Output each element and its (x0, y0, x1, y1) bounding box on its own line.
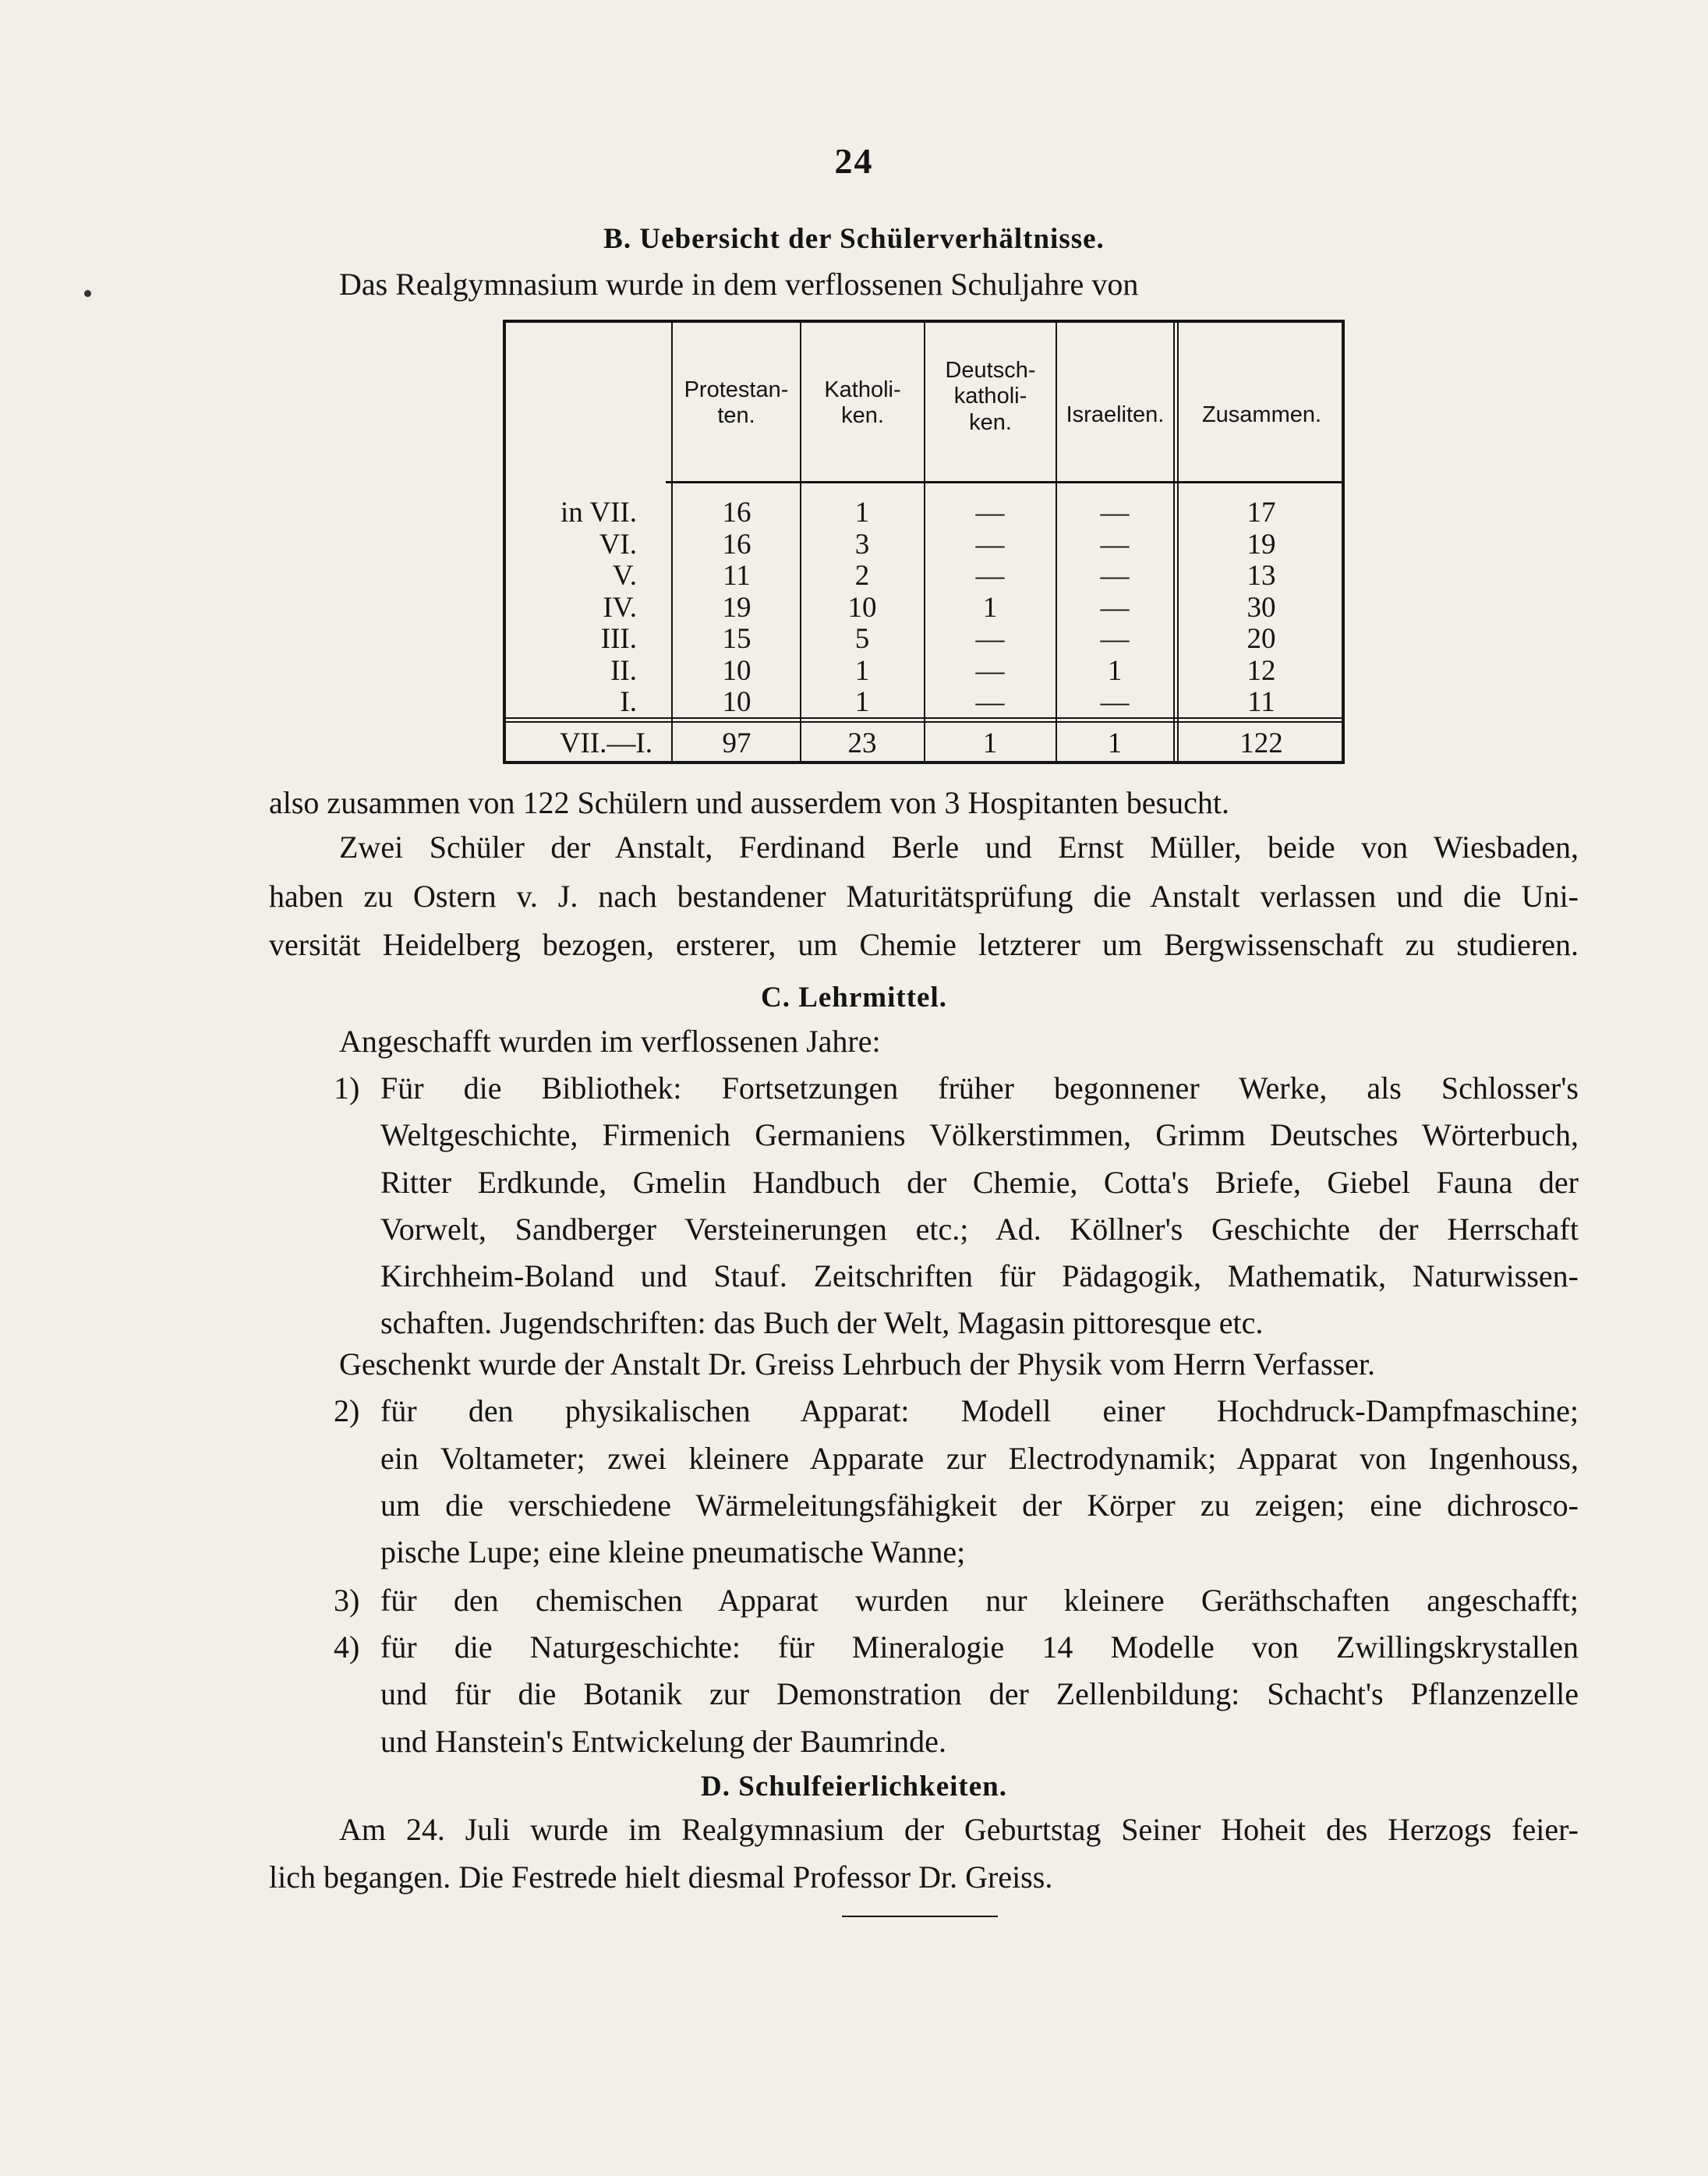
page-number: 24 (834, 141, 874, 181)
gift-note: Geschenkt wurde der Anstalt Dr. Greiss Lehrbuch der Physik vom Herrn Verfasser. (339, 1346, 1375, 1382)
after-table-text: also zusammen von 122 Schülern und ausserdem von 3 Hospitanten besucht. (269, 785, 1229, 820)
table-cell: 10 (722, 686, 751, 718)
header-katholiken: Katholi- ken. (824, 377, 901, 429)
table-cell: — (1100, 623, 1130, 655)
table-cell: 1 (854, 654, 870, 687)
table-row-label: V. (612, 560, 637, 592)
table-row-label: I. (620, 686, 637, 718)
header-protestanten: Protestan- ten. (684, 377, 789, 429)
table-cell: 1 (982, 591, 998, 624)
table-cell: — (975, 654, 1005, 687)
table-cell: 5 (854, 623, 870, 655)
table-cell: 3 (854, 528, 870, 561)
section-b-intro: Das Realgymnasium wurde in dem verflossenen Schuljahre von (339, 267, 1139, 302)
margin-speck (84, 290, 91, 297)
table-cell: — (975, 497, 1005, 529)
section-b-heading: B. Uebersicht der Schülerverhältnisse. (603, 223, 1105, 255)
header-deutschkatholiken: Deutsch- katholi- ken. (945, 358, 1036, 435)
header-zusammen: Zusammen. (1201, 402, 1322, 427)
table-cell: — (975, 528, 1005, 561)
table-row-label: III. (600, 623, 637, 655)
header-israeliten: Israeliten. (1066, 402, 1165, 427)
table-total-cell: 97 (722, 727, 751, 759)
table-row-label: II. (610, 654, 637, 687)
table-cell: 19 (722, 591, 751, 624)
table-cell: 16 (722, 497, 751, 529)
student-statistics-table (503, 320, 1345, 764)
table-row-label: IV. (603, 591, 637, 624)
table-cell: 19 (1247, 528, 1276, 561)
table-cell: 10 (722, 654, 751, 687)
table-cell: — (1100, 528, 1130, 561)
table-cell: 16 (722, 528, 751, 561)
table-cell: 2 (854, 560, 870, 592)
table-total-cell: 1 (982, 727, 998, 759)
table-cell: 20 (1247, 623, 1276, 655)
table-cell: 13 (1247, 560, 1276, 592)
table-cell: — (975, 686, 1005, 718)
table-cell: — (975, 623, 1005, 655)
table-cell: 30 (1247, 591, 1276, 624)
table-cell: 1 (854, 497, 870, 529)
table-cell: 1 (1107, 654, 1123, 687)
table-cell: 11 (1247, 686, 1275, 718)
table-total-cell: 23 (847, 727, 877, 759)
table-cell: 17 (1247, 497, 1276, 529)
table-cell: 12 (1247, 654, 1276, 687)
table-cell: 11 (723, 560, 751, 592)
table-cell: — (1100, 560, 1130, 592)
table-cell: — (1100, 591, 1130, 624)
table-cell: 10 (847, 591, 877, 624)
table-cell: 1 (854, 686, 870, 718)
section-c-intro: Angeschafft wurden im verflossenen Jahre: (339, 1024, 881, 1059)
table-cell: — (1100, 686, 1130, 718)
table-cell: 15 (722, 623, 751, 655)
section-c-heading: C. Lehrmittel. (760, 982, 948, 1014)
table-cell: — (975, 560, 1005, 592)
table-cell: — (1100, 497, 1130, 529)
closing-rule (842, 1916, 998, 1917)
section-d-heading: D. Schulfeierlichkeiten. (701, 1771, 1007, 1803)
table-total-cell: 1 (1107, 727, 1123, 759)
table-total-label: VII.—I. (559, 727, 652, 759)
table-total-cell: 122 (1239, 727, 1283, 759)
table-row-label: in VII. (560, 497, 637, 529)
table-row-label: VI. (599, 528, 637, 561)
